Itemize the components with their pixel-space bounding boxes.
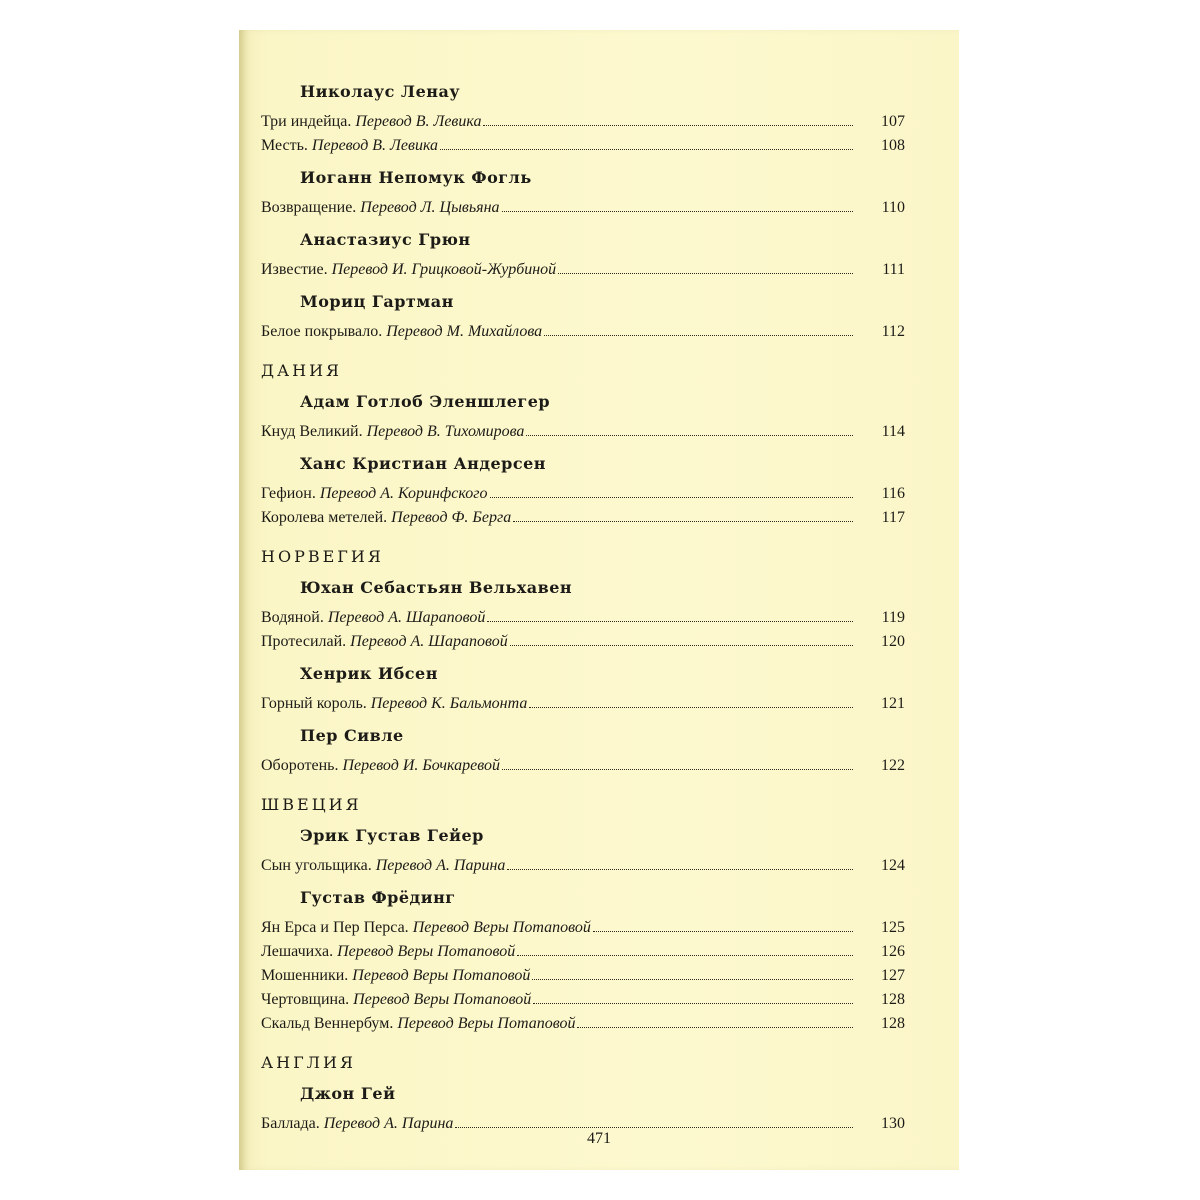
toc-entry [261,482,907,506]
work-title: Лешачиха. [261,943,334,960]
author-heading: Юхан Себастьян Вельхавен [300,578,573,597]
page-ref: 121 [881,695,905,712]
work-title: Три индейца. [261,113,352,130]
page-ref: 117 [881,509,905,526]
page-ref: 114 [881,423,905,440]
dot-leader [517,954,853,956]
page-ref: 107 [881,113,905,130]
toc-entry [261,134,907,158]
dot-leader [490,496,853,498]
work-title: Ян Ерса и Пер Перса. [261,919,409,936]
translator-credit: Перевод И. Грицковой-Журбиной [331,261,557,278]
work-title: Водяной. [261,609,324,626]
translator-credit: Перевод Л. Цывьяна [360,199,500,216]
translator-credit: Перевод В. Тихомирова [366,423,525,440]
work-title: Оборотень. [261,757,339,774]
translator-credit: Перевод В. Левика [311,137,439,154]
author-heading: Анастазиус Грюн [300,230,471,249]
page-ref: 122 [881,757,905,774]
toc-entry [261,988,907,1012]
author-heading: Ханс Кристиан Андерсен [300,454,546,473]
translator-credit: Перевод Веры Потаповой [337,943,516,960]
page-ref: 112 [881,323,905,340]
dot-leader [483,124,853,126]
work-title: Возвращение. [261,199,357,216]
work-title: Сын угольщика. [261,857,372,874]
work-title: Известие. [261,261,328,278]
translator-credit: Перевод Веры Потаповой [412,919,591,936]
dot-leader [507,868,853,870]
toc-entry [261,964,907,988]
country-heading: ДАНИЯ [261,361,342,380]
toc-entry [261,854,907,878]
page-ref: 127 [881,967,905,984]
work-title: Чертовщина. [261,991,350,1008]
author-heading: Хенрик Ибсен [300,664,438,683]
dot-leader [558,272,853,274]
author-heading: Николаус Ленау [300,82,461,101]
dot-leader [487,620,853,622]
author-heading: Эрик Густав Гейер [300,826,484,845]
work-title: Протесилай. [261,633,347,650]
work-title: Баллада. [261,1115,320,1132]
translator-credit: Перевод М. Михайлова [386,323,543,340]
translator-credit: Перевод В. Левика [355,113,482,130]
author-heading: Густав Фрёдинг [300,888,456,907]
page-ref: 120 [881,633,905,650]
page-ref: 110 [881,199,905,216]
translator-credit: Перевод К. Бальмонта [370,695,528,712]
toc-entry [261,916,907,940]
dot-leader [502,210,854,212]
toc-entry [261,692,907,716]
translator-credit: Перевод И. Бочкаревой [342,757,500,774]
dot-leader [502,768,853,770]
page-ref: 130 [881,1115,905,1132]
toc-entry [261,1012,907,1036]
translator-credit: Перевод А. Коринфского [319,485,488,502]
page-ref: 128 [881,991,905,1008]
author-heading: Пер Сивле [300,726,404,745]
page-ref: 108 [881,137,905,154]
dot-leader [593,930,853,932]
translator-credit: Перевод Веры Потаповой [352,967,531,984]
table-of-contents [261,72,907,1136]
translator-credit: Перевод Веры Потаповой [353,991,532,1008]
work-title: Месть. [261,137,308,154]
translator-credit: Перевод Ф. Берга [391,509,512,526]
dot-leader [510,644,853,646]
work-title: Белое покрывало. [261,323,383,340]
country-heading: АНГЛИЯ [261,1053,356,1072]
toc-entry [261,320,907,344]
dot-leader [532,978,853,980]
dot-leader [440,148,853,150]
work-title: Скальд Веннербум. [261,1015,394,1032]
country-heading: НОРВЕГИЯ [261,547,384,566]
page-ref: 124 [881,857,905,874]
dot-leader [577,1026,853,1028]
page-ref: 126 [881,943,905,960]
toc-entry [261,630,907,654]
toc-entry [261,506,907,530]
country-heading: ШВЕЦИЯ [261,795,362,814]
page-ref: 116 [881,485,905,502]
translator-credit: Перевод Веры Потаповой [397,1015,576,1032]
dot-leader [533,1002,853,1004]
work-title: Кнуд Великий. [261,423,363,440]
page-ref: 111 [882,261,905,278]
dot-leader [544,334,853,336]
work-title: Горный король. [261,695,367,712]
toc-entry [261,110,907,134]
work-title: Гефион. [261,485,316,502]
page-ref: 119 [881,609,905,626]
translator-credit: Перевод А. Шараповой [327,609,486,626]
page-ref: 125 [881,919,905,936]
toc-entry [261,940,907,964]
author-heading: Джон Гей [300,1084,396,1103]
translator-credit: Перевод А. Парина [323,1115,454,1132]
toc-entry [261,258,907,282]
toc-entry [261,420,907,444]
author-heading: Иоганн Непомук Фогль [300,168,532,187]
toc-entry [261,196,907,220]
toc-entry [261,606,907,630]
work-title: Мошенники. [261,967,349,984]
translator-credit: Перевод А. Парина [375,857,506,874]
page-ref: 128 [881,1015,905,1032]
dot-leader [455,1126,853,1128]
book-page [239,30,959,1170]
dot-leader [529,706,853,708]
work-title: Королева метелей. [261,509,388,526]
translator-credit: Перевод А. Шараповой [350,633,508,650]
page-number: 471 [587,1130,611,1147]
dot-leader [513,520,853,522]
dot-leader [526,434,853,436]
author-heading: Мориц Гартман [300,292,454,311]
author-heading: Адам Готлоб Эленшлегер [300,392,551,411]
toc-entry [261,754,907,778]
